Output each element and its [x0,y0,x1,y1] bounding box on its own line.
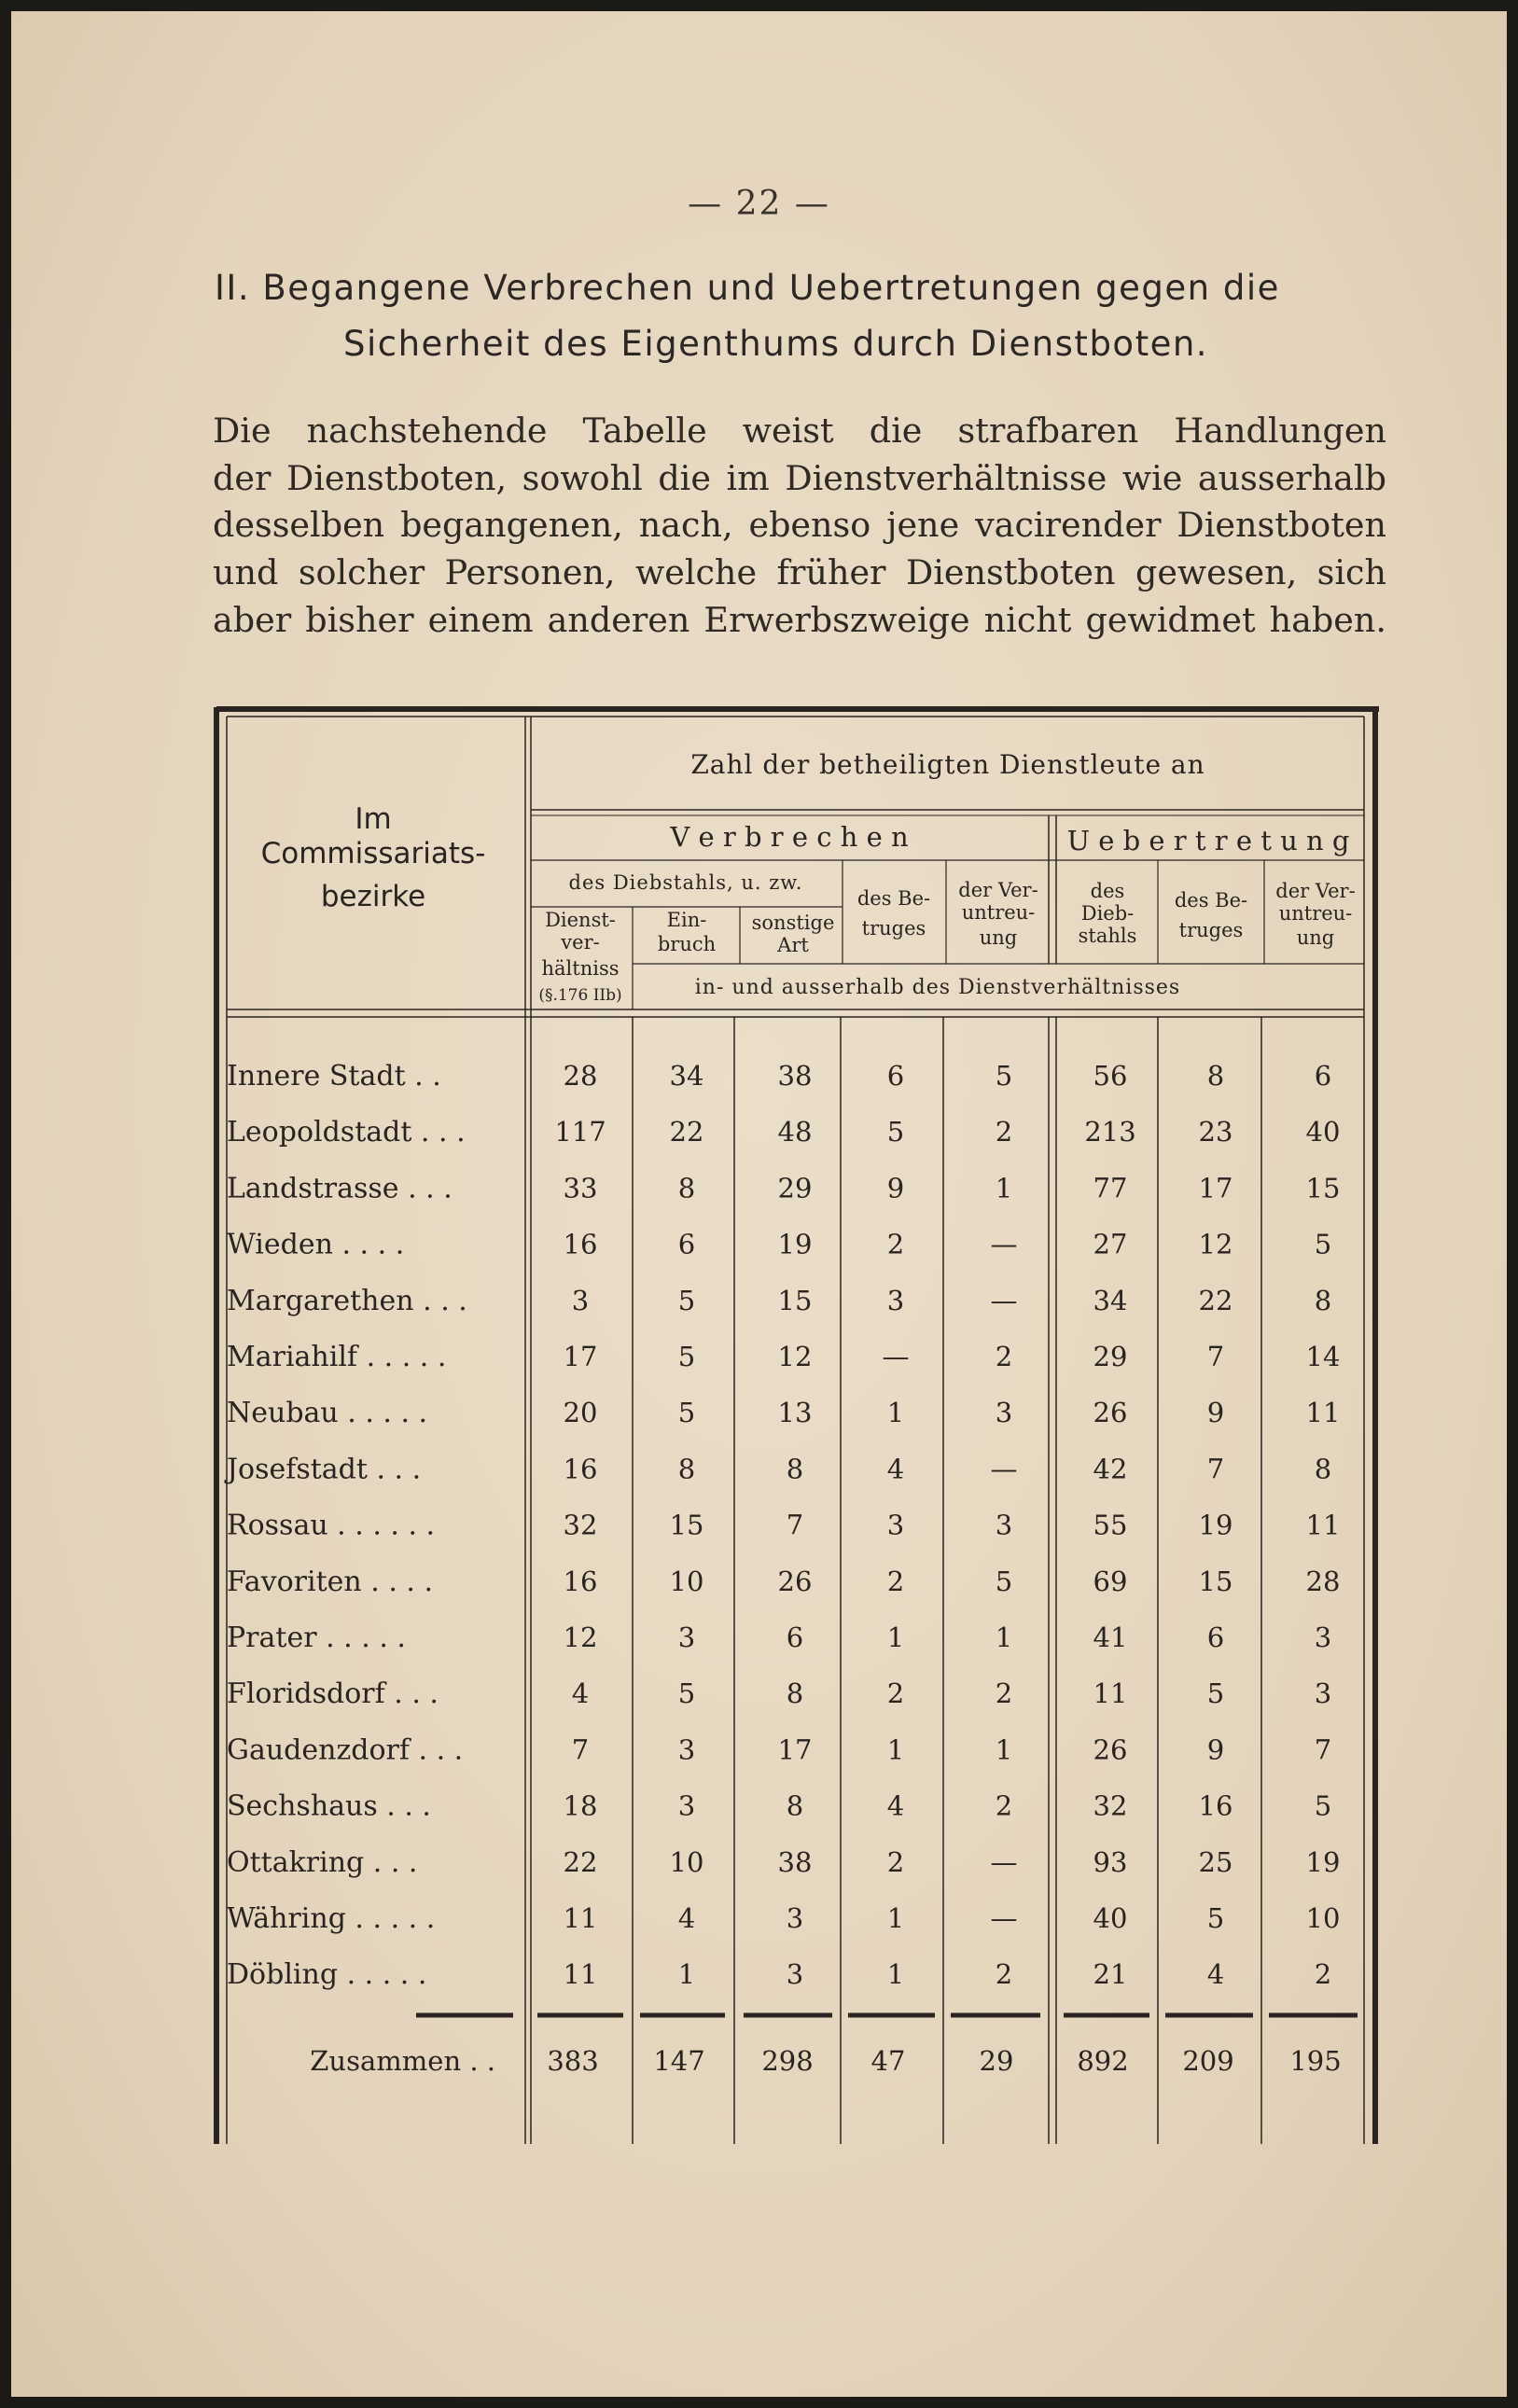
table-cell: 2 [886,1565,905,1597]
table-cell: 3 [677,1733,696,1766]
total-cell: 298 [761,2045,814,2077]
table-cell: 1 [677,1958,696,1991]
table-cell: 10 [669,1565,704,1597]
table-cell: — [882,1341,910,1372]
total-cell: 209 [1182,2045,1234,2077]
col-header-u-diebstahl: Dieb- [1080,902,1135,925]
table-cell: 11 [1093,1677,1128,1710]
table-cell: 8 [786,1677,804,1710]
row-district-label: Leopoldstadt . . . [227,1116,466,1149]
table-cell: 32 [1093,1789,1128,1822]
row-district-label: Josefstadt . . . [227,1453,422,1486]
paragraph-line: aber bisher einem anderen Erwerbszweige nicht gewidmet haben. [213,600,1386,640]
table-cell: 41 [1093,1622,1128,1653]
table-cell: 38 [777,1060,813,1092]
col-header-veruntreuung: ung [979,926,1018,949]
table-cell: 19 [1198,1509,1233,1541]
table-cell: 29 [777,1172,813,1204]
table-cell: 16 [1198,1789,1233,1822]
table-cell: — [990,1845,1018,1878]
table-cell: 26 [1093,1733,1128,1766]
row-district-label: Döbling . . . . . [227,1958,427,1992]
col-header-dienstverhaeltniss: (§.176 IIb) [538,986,622,1005]
table-cell: 2 [1314,1958,1332,1991]
district-header-line: bezirke [320,880,426,913]
district-header-line: Commissariats- [260,837,486,870]
table-cell: 1 [995,1622,1013,1653]
table-cell: 7 [1314,1733,1332,1766]
col-header-sonstige: Art [777,934,809,956]
row-district-label: Mariahilf . . . . . [227,1341,447,1373]
table-body [224,1060,1342,2077]
table-cell: 11 [563,1958,598,1991]
table-cell: 9 [1206,1397,1225,1429]
table-cell: — [990,1228,1018,1260]
table-cell: 1 [886,1397,905,1429]
table-cell: 3 [1314,1622,1332,1653]
row-district-label: Prater . . . . . [227,1622,406,1654]
table-cell: 20 [563,1397,598,1429]
table-cell: 8 [786,1453,804,1485]
table-cell: 55 [1093,1509,1128,1541]
table-cell: 11 [563,1902,598,1934]
col-header-dienstverhaeltniss: ver- [561,931,600,953]
table-cell: 40 [1305,1116,1341,1148]
table-cell: 5 [1314,1228,1332,1260]
table-cell: 11 [1305,1509,1341,1541]
table-cell: 22 [669,1116,704,1148]
table-cell: 5 [995,1565,1013,1597]
row-district-label: Neubau . . . . . [227,1397,428,1430]
col-header-dienstverhaeltniss: Dienst- [545,909,616,931]
table-cell: 4 [1206,1958,1225,1991]
row-district-label: Landstrasse . . . [227,1172,453,1205]
section-heading-line-1: II. Begangene Verbrechen und Uebertretungen gegen die [215,268,1280,308]
table-cell: 2 [995,1958,1013,1991]
row-district-label: Rossau . . . . . . [227,1509,436,1542]
table-cell: 16 [563,1228,598,1260]
table-cell: 19 [1305,1845,1341,1878]
table-cell: 19 [777,1228,813,1260]
row-district-label: Sechshaus . . . [227,1789,431,1823]
table-cell: 21 [1093,1958,1128,1991]
col-header-u-betruges: truges [1178,919,1244,941]
row-district-label: Währing . . . . . [227,1902,436,1935]
col-header-sonstige: sonstige [751,912,835,934]
row-district-label: Floridsdorf . . . [227,1677,439,1711]
table-cell: 13 [777,1397,813,1429]
in-ausserhalb-header: in- und ausserhalb des Dienstverhältnisses [694,976,1181,999]
table-cell: 3 [1314,1677,1332,1710]
total-label: Zusammen . . [310,2045,495,2077]
table-cell: 56 [1093,1060,1128,1092]
table-cell: 2 [886,1228,905,1260]
paragraph-line: Die nachstehende Tabelle weist die strafbaren Handlungen [213,411,1386,451]
table-cell: 5 [1314,1789,1332,1822]
page-number: — 22 — [688,185,830,223]
table-cell: 1 [995,1733,1013,1766]
table-cell: 5 [1206,1902,1225,1934]
total-cell: 383 [547,2045,599,2077]
table-cell: 69 [1093,1565,1128,1597]
col-header-u-veruntreuung: ung [1296,926,1335,949]
col-header-einbruch: bruch [657,933,717,955]
table-cell: 10 [669,1845,704,1878]
district-header-line: Im [355,802,392,836]
table-cell: 5 [677,1677,696,1710]
col-header-u-betruges: des Be- [1174,889,1248,912]
table-cell: 16 [563,1565,598,1597]
table-cell: 26 [777,1565,813,1597]
total-cell: 892 [1077,2045,1129,2077]
table-cell: 2 [995,1789,1013,1822]
col-header-betruges: truges [861,917,926,940]
table-cell: 3 [786,1902,804,1934]
total-cell: 47 [870,2045,906,2077]
table-cell: 15 [1305,1172,1341,1204]
table-cell: 9 [1206,1733,1225,1766]
table-cell: 3 [995,1397,1013,1429]
table-cell: 5 [677,1284,696,1316]
table-cell: 12 [1198,1228,1233,1260]
table-cell: 6 [1206,1622,1225,1653]
table-cell: 8 [1314,1453,1332,1485]
paragraph-line: der Dienstboten, sowohl die im Dienstverhältnisse wie ausserhalb [213,458,1386,498]
table-cell: 4 [886,1789,905,1822]
table-cell: 1 [886,1622,905,1653]
table-cell: 33 [563,1172,598,1204]
table-cell: 34 [1093,1284,1128,1316]
table-cell: 1 [886,1902,905,1934]
table-cell: 4 [677,1902,696,1934]
table-cell: 3 [786,1958,804,1991]
col-header-dienstverhaeltniss: hältniss [541,957,620,980]
district-column-header [261,802,486,913]
table-cell: 3 [886,1509,905,1541]
table-cell: 5 [1206,1677,1225,1710]
col-header-einbruch: Ein- [666,909,707,931]
table-cell: 48 [777,1116,813,1148]
table-cell: 12 [563,1622,598,1653]
table-cell: 40 [1093,1902,1128,1934]
table-cell: 26 [1093,1397,1128,1429]
table-cell: 2 [995,1116,1013,1148]
table-cell: 6 [786,1622,804,1653]
table-cell: 10 [1305,1902,1341,1934]
table-cell: 22 [563,1845,598,1878]
table-cell: 93 [1093,1845,1128,1878]
table-cell: 3 [886,1284,905,1316]
table-cell: 2 [995,1677,1013,1710]
paragraph-line: desselben begangenen, nach, ebenso jene vacirender Dienstboten [213,505,1386,545]
table-cell: 14 [1305,1341,1341,1372]
table-cell: 28 [1305,1565,1341,1597]
table-cell: 28 [563,1060,598,1092]
row-district-label: Margarethen . . . [227,1284,467,1317]
table-cell: 4 [886,1453,905,1485]
total-cell: 195 [1289,2045,1342,2077]
table-cell: 8 [677,1172,696,1204]
table-cell: 23 [1198,1116,1233,1148]
table-cell: 9 [886,1172,905,1204]
table-cell: 2 [886,1677,905,1710]
col-header-u-veruntreuung: untreu- [1278,902,1353,925]
group-header-uebertretung: U e b e r t r e t u n g [1066,825,1350,856]
table-cell: 18 [563,1789,598,1822]
table-cell: 15 [1198,1565,1233,1597]
table-cell: 2 [886,1845,905,1878]
table-cell: 213 [1084,1116,1136,1148]
row-district-label: Wieden . . . . [227,1228,405,1261]
table-cell: 3 [571,1284,590,1316]
table-cell: 7 [786,1509,804,1541]
top-header: Zahl der betheiligten Dienstleute an [690,749,1205,780]
total-cell: 147 [653,2045,705,2077]
table-cell: 3 [677,1622,696,1653]
diebstahl-subheader: des Diebstahls, u. zw. [568,871,803,894]
table-cell: 17 [777,1733,813,1766]
section-heading-line-2: Sicherheit des Eigenthums durch Dienstboten. [343,324,1209,364]
table-cell: 38 [777,1845,813,1878]
row-district-label: Innere Stadt . . [227,1060,441,1093]
table-cell: 8 [1206,1060,1225,1092]
table-cell: 12 [777,1341,813,1372]
table-cell: 27 [1093,1228,1128,1260]
table-cell: 5 [677,1341,696,1372]
paragraph-line: und solcher Personen, welche früher Dienstboten gewesen, sich [213,552,1386,592]
table-cell: 7 [1206,1453,1225,1485]
table-cell: 6 [886,1060,905,1092]
table-cell: 3 [995,1509,1013,1541]
table-cell: 77 [1093,1172,1128,1204]
table-cell: 17 [1198,1172,1233,1204]
table-cell: — [990,1453,1018,1485]
table-cell: 22 [1198,1284,1233,1316]
col-header-u-diebstahl: stahls [1078,925,1137,947]
total-cell: 29 [979,2045,1014,2077]
table-cell: 7 [1206,1341,1225,1372]
table-cell: 5 [995,1060,1013,1092]
table-cell: 1 [886,1958,905,1991]
table-cell: 11 [1305,1397,1341,1429]
table-cell: — [990,1284,1018,1316]
table-cell: 1 [995,1172,1013,1204]
table-cell: 5 [677,1397,696,1429]
table-cell: 17 [563,1341,598,1372]
row-district-label: Ottakring . . . [227,1845,418,1879]
table-cell: 1 [886,1733,905,1766]
table-cell: 7 [571,1733,590,1766]
col-header-veruntreuung: der Ver- [958,879,1038,901]
table-cell: 25 [1198,1845,1233,1878]
table-cell: 6 [1314,1060,1332,1092]
table-cell: 34 [669,1060,704,1092]
table-cell: 2 [995,1341,1013,1372]
row-district-label: Favoriten . . . . [227,1565,434,1598]
table-cell: 15 [777,1284,813,1316]
table-cell: 8 [786,1789,804,1822]
table-cell: 16 [563,1453,598,1485]
col-header-veruntreuung: untreu- [961,901,1036,924]
table-cell: 8 [677,1453,696,1485]
table-cell: 29 [1093,1341,1128,1372]
row-district-label: Gaudenzdorf . . . [227,1733,464,1767]
col-header-betruges: des Be- [856,887,931,910]
table-cell: 117 [554,1116,606,1148]
table-cell: 32 [563,1509,598,1541]
table-cell: — [990,1902,1018,1934]
col-header-u-veruntreuung: der Ver- [1275,880,1356,902]
group-header-verbrechen: V e r b r e c h e n [670,821,909,853]
table-cell: 3 [677,1789,696,1822]
table-cell: 4 [571,1677,590,1710]
table-cell: 15 [669,1509,704,1541]
table-cell: 42 [1093,1453,1128,1485]
col-header-u-diebstahl: des [1090,880,1125,902]
table-cell: 8 [1314,1284,1332,1316]
table-cell: 6 [677,1228,696,1260]
table-cell: 5 [886,1116,905,1148]
